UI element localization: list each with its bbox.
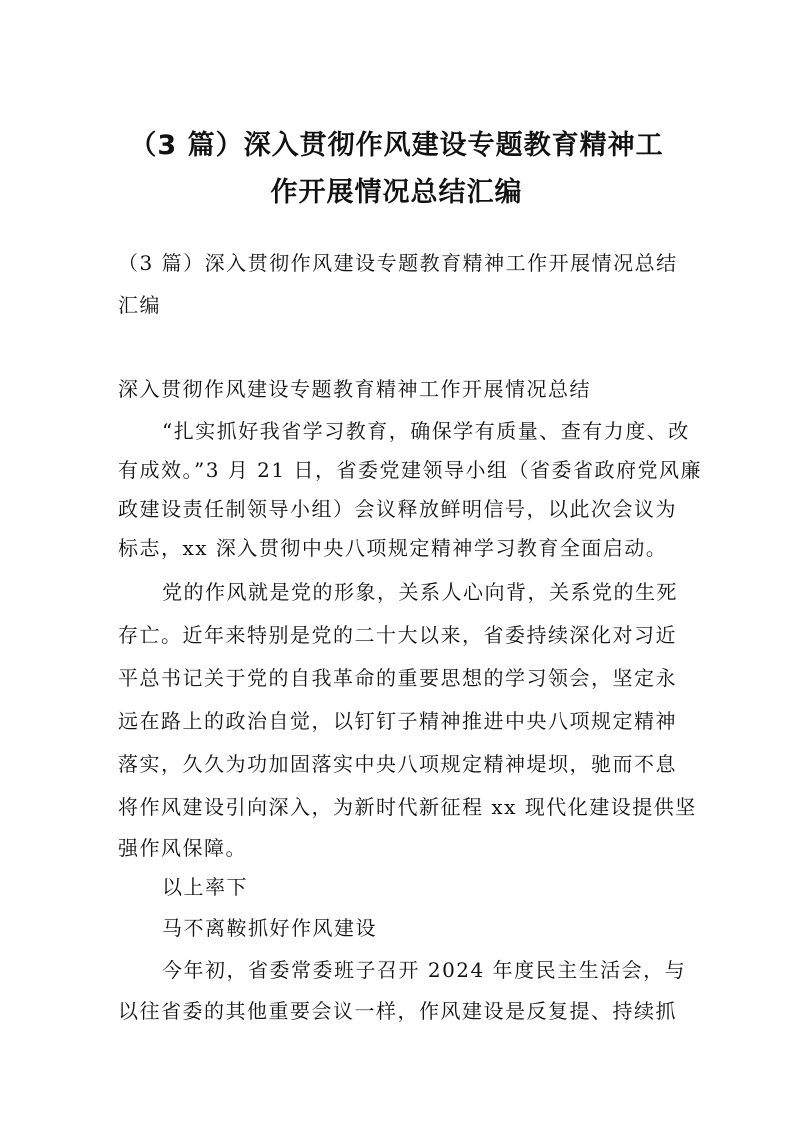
subheading-1: 以上率下 xyxy=(162,875,248,899)
paragraph-2-line-7: 强作风保障。 xyxy=(118,836,247,860)
document-title-line-1: （3 篇）深入贯彻作风建设专题教育精神工 xyxy=(129,130,664,161)
paragraph-2-line-5: 落实，久久为功加固落实中央八项规定精神堤坝，驰而不息 xyxy=(118,752,677,776)
paragraph-2-line-4: 远在路上的政治自觉，以钉钉子精神推进中央八项规定精神 xyxy=(118,709,677,733)
subheading-2: 马不离鞍抓好作风建设 xyxy=(162,916,377,940)
paragraph-1-line-4: 标志，xx 深入贯彻中央八项规定精神学习教育全面启动。 xyxy=(118,536,668,560)
paragraph-1-line-3: 政建设责任制领导小组）会议释放鲜明信号，以此次会议为 xyxy=(118,497,677,521)
section-heading: 深入贯彻作风建设专题教育精神工作开展情况总结 xyxy=(118,377,591,401)
paragraph-2-line-1: 党的作风就是党的形象，关系人心向背，关系党的生死 xyxy=(162,580,678,604)
subtitle-line-1: （3 篇）深入贯彻作风建设专题教育精神工作开展情况总结 xyxy=(118,251,678,275)
paragraph-1-line-2: 有成效。”3 月 21 日，省委党建领导小组（省委省政府党风廉 xyxy=(118,458,702,482)
paragraph-2-line-6: 将作风建设引向深入，为新时代新征程 xx 现代化建设提供坚 xyxy=(118,795,697,819)
paragraph-1-line-1: “扎实抓好我省学习教育，确保学有质量、查有力度、改 xyxy=(162,419,690,443)
paragraph-2-line-2: 存亡。近年来特别是党的二十大以来，省委持续深化对习近 xyxy=(118,623,677,647)
paragraph-3-line-1: 今年初，省委常委班子召开 2024 年度民主生活会，与 xyxy=(162,958,687,982)
paragraph-2-line-3: 平总书记关于党的自我革命的重要思想的学习领会，坚定永 xyxy=(118,666,677,690)
subtitle-line-2: 汇编 xyxy=(118,293,161,317)
paragraph-3-line-2: 以往省委的其他重要会议一样，作风建设是反复提、持续抓 xyxy=(118,999,677,1023)
document-title-line-2: 作开展情况总结汇编 xyxy=(270,177,523,208)
